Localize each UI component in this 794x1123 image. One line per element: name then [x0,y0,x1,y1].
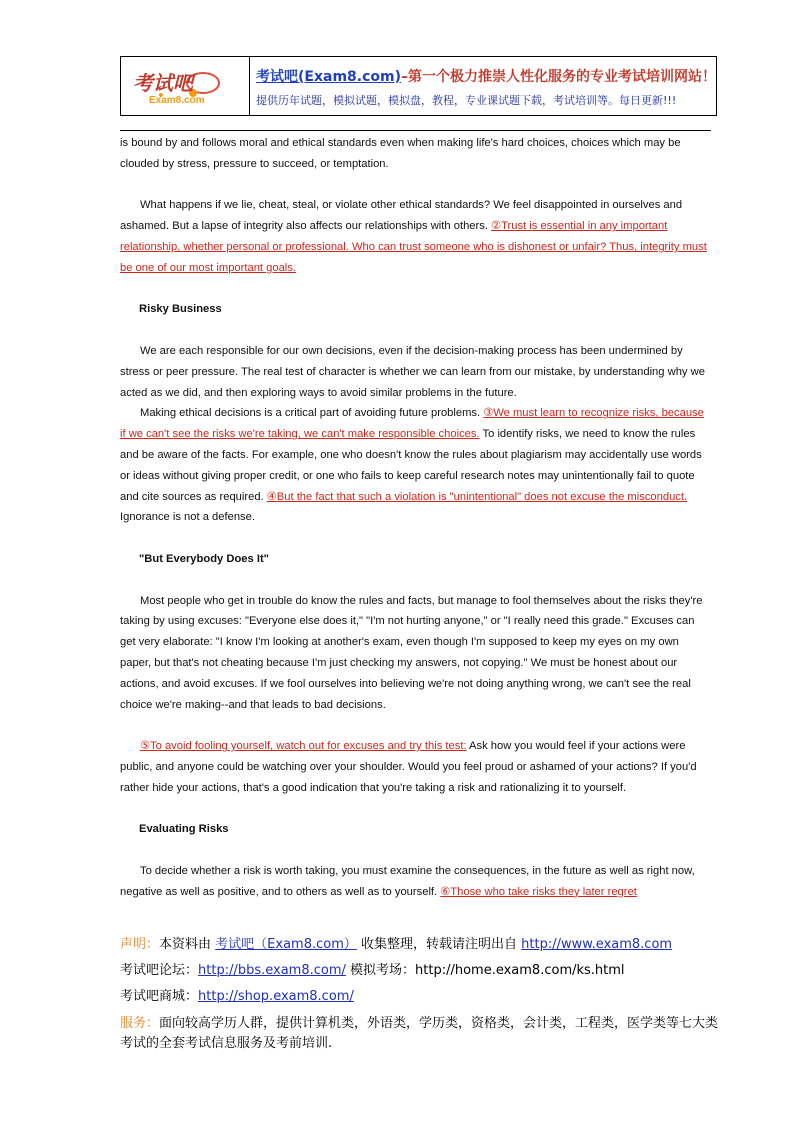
statement-text: 本资料由 [159,937,216,952]
paragraph [120,403,712,528]
highlighted-sentence: Trust is essential in any important relationship, whether personal or professional. Who can trust someone who is dishonest or unfair? Thus, integrity must be one of our most important goals. [120,220,707,274]
header-slogan [256,66,716,86]
paragraph-text: Ignorance is not a defense. [120,511,255,524]
mock-url: http://home.exam8.com/ks.html [415,963,625,978]
forum-link[interactable]: http://bbs.exam8.com/ [198,963,346,978]
annotation-number: ③ [483,407,494,420]
paragraph-text: Ask how you would feel if your actions were public, and anyone could be watching over your shoulder. Would you feel proud or ashamed of your actions? If you'd rather hide your actions, that's a good indication that you're taking a risk and rationalizing it to yourself. [120,740,697,794]
forum-label: 考试吧论坛： [120,963,199,978]
exam8-url-link[interactable]: http://www.exam8.com [521,937,673,952]
footer-shop [120,984,720,1010]
slogan-text: –第一个极力推崇人性化服务的专业考试培训网站！ [401,69,716,85]
exam8-link[interactable]: 考试吧（Exam8.com） [215,937,357,952]
highlighted-sentence: To avoid fooling yourself, watch out for excuses and try this test: [150,740,467,753]
site-logo[interactable] [121,57,250,115]
statement-label: 声明： [120,937,160,952]
page-footer [120,932,720,1054]
paragraph [120,195,712,278]
statement-text: 收集整理，转载请注明出自 [356,937,522,952]
logo-subtext: Exam8.com [149,95,205,106]
page-header [120,56,717,116]
logo-text: 考试吧 [133,71,193,95]
paragraph-text: To decide whether a risk is worth taking, you must examine the consequences, in the future as well as right now, negative as well as positive, and to others as well as to yourself. [120,864,695,898]
footer-statement [120,932,720,958]
section-heading: Evaluating Risks [139,823,229,836]
annotation-number: ④ [266,490,277,503]
paragraph: Most people who get in trouble do know the rules and facts, but manage to fool themselves about the risks they're taking by using excuses: "Everyone else does it," "I'm not hurting anyone," or "I really need this grade." Excuses can get very elaborate: "I know I'm looking at another's exam, even though I'm supposed to keep my eyes on my own paper, but that's not cheating because I'm just checking my answers, not copying." We must be honest about our actions, and avoid excuses. If we fool ourselves into believing we're not doing anything wrong, we can't see the real choice we're making--and that leads to bad decisions. [120,594,703,711]
paragraph [120,736,712,798]
annotation-number: ② [491,220,502,233]
annotation-number: ⑥ [440,885,451,898]
paragraph: We are each responsible for our own decisions, even if the decision-making process has been undermined by stress or peer pressure. The real test of character is whether we can learn from our mistake, by understanding why we acted as we did, and then exploring ways to avoid similar problems in the future. [120,344,705,399]
highlighted-sentence: But the fact that such a violation is "unintentional" does not excuse the misconduct. [276,490,688,503]
shop-link[interactable]: http://shop.exam8.com/ [198,989,354,1004]
article-body [120,133,712,902]
paragraph-text: To identify risks, we need to know the rules and be aware of the facts. For example, one who doesn't know the rules about plagiarism may accidentally use words or ideas without giving proper credit, or one who fails to keep careful research notes may unintentionally fail to quote and cite sources as required. [120,428,702,503]
header-tagline: 提供历年试题，模拟试题，模拟盘，教程，专业课试题下载，考试培训等。每日更新!!! [256,94,677,107]
mock-label: 模拟考场： [345,963,416,978]
paragraph [120,861,712,903]
footer-forum [120,958,720,984]
footer-service [120,1014,720,1054]
section-heading: "But Everybody Does It" [139,552,269,565]
header-slogan-area [250,57,716,115]
highlighted-sentence: We must learn to recognize risks, because if we can't see the risks we're taking, we can't make responsible choices. [120,407,704,441]
section-heading: Risky Business [139,303,222,316]
highlighted-sentence: Those who take risks they later regret [450,885,637,898]
paragraph: is bound by and follows moral and ethical standards even when making life's hard choices, choices which may be clouded by stress, pressure to succeed, or temptation. [120,137,681,170]
site-name-link[interactable]: 考试吧(Exam8.com) [256,69,401,85]
paragraph-text: Making ethical decisions is a critical part of avoiding future problems. [140,407,484,420]
service-label: 服务： [120,1016,160,1031]
shop-label: 考试吧商城： [120,989,199,1004]
header-divider [120,130,711,131]
service-text: 面向较高学历人群，提供计算机类，外语类，学历类，资格类，会计类，工程类，医学类等七大类考试的全套考试信息服务及考前培训. [120,1016,719,1051]
paragraph-text: What happens if we lie, cheat, steal, or violate other ethical standards? We feel disappointed in ourselves and ashamed. But a lapse of integrity also affects our relationships with others. [120,199,683,233]
annotation-number: ⑤ [140,740,151,753]
